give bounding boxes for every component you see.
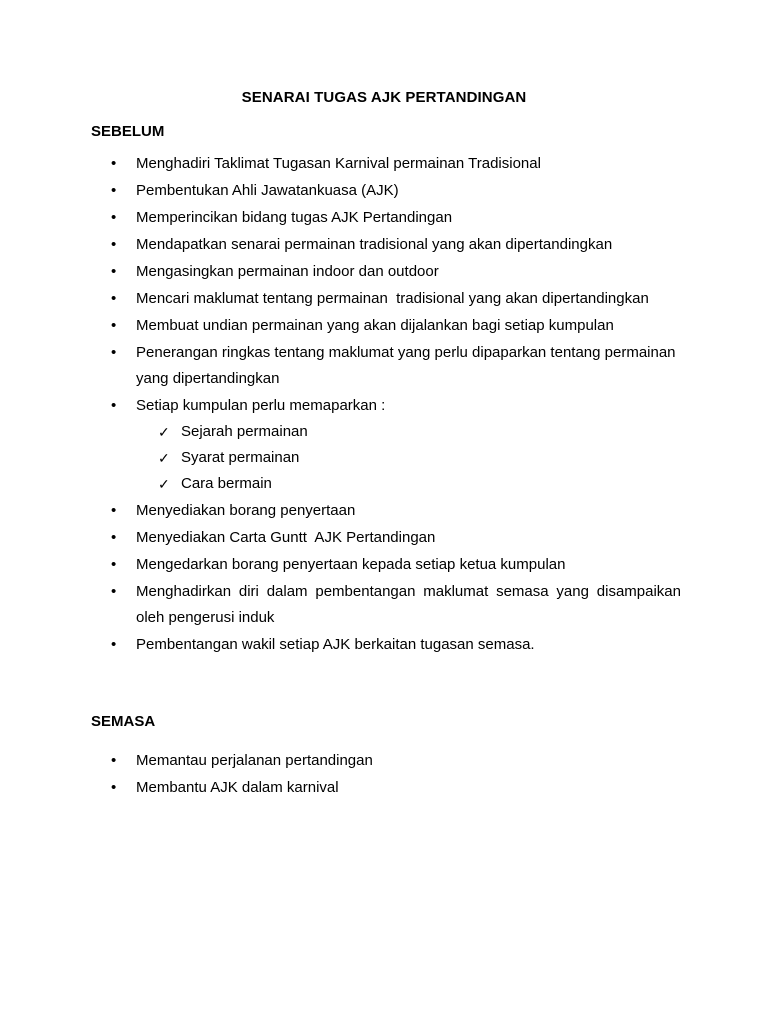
bullet-icon: • bbox=[111, 752, 117, 769]
bullet-icon: • bbox=[111, 317, 117, 334]
checkmark-icon: ✓ bbox=[158, 450, 170, 466]
list-item bbox=[91, 259, 681, 285]
checkmark-icon: ✓ bbox=[158, 424, 170, 440]
list-item bbox=[91, 286, 681, 312]
bullet-icon: • bbox=[111, 182, 117, 199]
bullet-icon: • bbox=[111, 236, 117, 253]
list-item bbox=[91, 775, 681, 801]
list-item-text: Menyediakan borang penyertaan bbox=[136, 502, 356, 519]
list-item-text: Menghadirkan diri dalam pembentangan maklumat semasa yang disampaikan oleh pengerusi induk bbox=[136, 583, 681, 626]
semasa-list bbox=[91, 748, 681, 802]
list-item bbox=[91, 579, 681, 631]
sub-checklist bbox=[91, 419, 681, 497]
list-item-text: Menyediakan Carta Guntt AJK Pertandingan bbox=[136, 529, 436, 546]
list-item-text: Memperincikan bidang tugas AJK Pertandingan bbox=[136, 209, 453, 226]
checkmark-icon: ✓ bbox=[158, 476, 170, 492]
checklist-item-text: Syarat permainan bbox=[181, 449, 300, 466]
bullet-icon: • bbox=[111, 344, 117, 361]
checklist-item-text: Sejarah permainan bbox=[181, 423, 308, 440]
list-item bbox=[91, 232, 681, 258]
bullet-icon: • bbox=[111, 529, 117, 546]
list-item bbox=[91, 498, 681, 524]
bullet-icon: • bbox=[111, 556, 117, 573]
checklist-item bbox=[91, 471, 681, 497]
list-item-text: Pembentukan Ahli Jawatankuasa (AJK) bbox=[136, 182, 399, 199]
list-item-text: Membuat undian permainan yang akan dijalankan bagi setiap kumpulan bbox=[136, 317, 614, 334]
bullet-icon: • bbox=[111, 155, 117, 172]
list-item bbox=[91, 340, 681, 392]
section-heading-sebelum: SEBELUM bbox=[91, 123, 165, 140]
list-item-text: Mencari maklumat tentang permainan tradisional yang akan dipertandingkan bbox=[136, 290, 649, 307]
list-item-text: Memantau perjalanan pertandingan bbox=[136, 752, 373, 769]
sebelum-list bbox=[91, 151, 681, 659]
bullet-icon: • bbox=[111, 290, 117, 307]
list-item-text: Mengedarkan borang penyertaan kepada setiap ketua kumpulan bbox=[136, 556, 566, 573]
bullet-icon: • bbox=[111, 779, 117, 796]
checklist-item-text: Cara bermain bbox=[181, 475, 272, 492]
list-item bbox=[91, 178, 681, 204]
list-item-text: Membantu AJK dalam karnival bbox=[136, 779, 339, 796]
list-item-text: Pembentangan wakil setiap AJK berkaitan tugasan semasa. bbox=[136, 636, 535, 653]
bullet-icon: • bbox=[111, 583, 117, 600]
list-item-text: Menghadiri Taklimat Tugasan Karnival permainan Tradisional bbox=[136, 155, 541, 172]
list-item bbox=[91, 632, 681, 658]
document-title: SENARAI TUGAS AJK PERTANDINGAN bbox=[241, 89, 527, 106]
list-item bbox=[91, 393, 681, 497]
list-item-text: Penerangan ringkas tentang maklumat yang perlu dipaparkan tentang permainan yang dipertandingkan bbox=[136, 344, 676, 387]
list-item bbox=[91, 151, 681, 177]
bullet-icon: • bbox=[111, 397, 117, 414]
bullet-icon: • bbox=[111, 209, 117, 226]
checklist-item bbox=[91, 445, 681, 471]
list-item-text: Setiap kumpulan perlu memaparkan : bbox=[136, 397, 386, 414]
checklist-item bbox=[91, 419, 681, 445]
bullet-icon: • bbox=[111, 502, 117, 519]
list-item bbox=[91, 313, 681, 339]
list-item bbox=[91, 552, 681, 578]
bullet-icon: • bbox=[111, 636, 117, 653]
list-item-text: Mendapatkan senarai permainan tradisional yang akan dipertandingkan bbox=[136, 236, 613, 253]
list-item bbox=[91, 205, 681, 231]
bullet-icon: • bbox=[111, 263, 117, 280]
list-item bbox=[91, 525, 681, 551]
list-item bbox=[91, 748, 681, 774]
list-item-text: Mengasingkan permainan indoor dan outdoor bbox=[136, 263, 439, 280]
section-heading-semasa: SEMASA bbox=[91, 713, 156, 730]
